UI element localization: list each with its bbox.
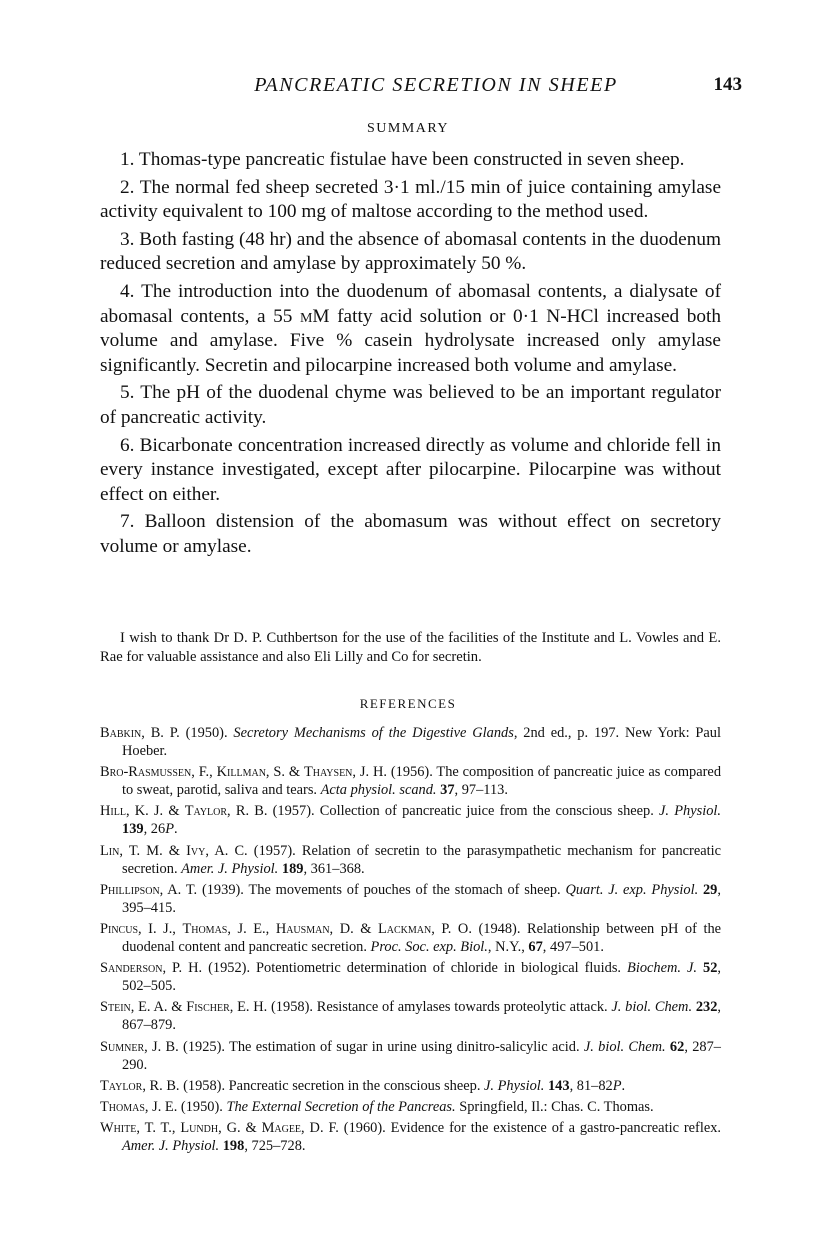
summary-list xyxy=(100,148,721,563)
text-run: , S. & xyxy=(265,764,304,781)
text-run: 4. The introduction into the duodenum of abomasal contents, a dialysate of abomasal contents, a 55 xyxy=(100,280,721,327)
volume-number: 67 xyxy=(528,938,543,955)
text-run: , P. H. (1952). Potentiometric determination of chloride in biological fluids. xyxy=(162,960,628,977)
page-number: 143 xyxy=(713,74,742,95)
text-run: , 97–113. xyxy=(454,782,508,799)
text-run: , J. B. (1925). The estimation of sugar in urine using dinitro-salicylic acid. xyxy=(144,1038,584,1055)
text-run: , J. E. (1950). xyxy=(144,1098,227,1115)
acknowledgment xyxy=(100,629,721,667)
italic-text: Secretory Mechanisms of the Digestive Glands xyxy=(233,725,514,741)
references-heading: REFERENCES xyxy=(359,696,457,711)
reference-entry xyxy=(100,724,721,760)
author-name: Babkin xyxy=(100,725,142,741)
reference-entry xyxy=(100,998,721,1034)
text-run: , R. B. (1958). Pancreatic secretion in the conscious sheep. xyxy=(142,1077,485,1094)
running-header xyxy=(100,74,742,102)
text-run: , 725–728. xyxy=(244,1138,306,1155)
text-run: , 867–879. xyxy=(122,999,722,1034)
text-run: , 361–368. xyxy=(303,860,365,877)
text-run: , R. B. (1957). Collection of pancreatic juice from the conscious sheep. xyxy=(227,803,660,820)
italic-text: Amer. J. Physiol. xyxy=(122,1138,220,1155)
summary-item xyxy=(100,381,721,430)
text-run: , K. J. & xyxy=(125,803,185,820)
author-name: Magee xyxy=(261,1120,302,1137)
reference-entry xyxy=(100,802,721,838)
reference-entry xyxy=(100,1038,721,1074)
text-run: , A. T. (1939). The movements of pouches of the stomach of sheep. xyxy=(159,881,566,898)
author-name: Lin xyxy=(100,842,120,859)
volume-number: 139 xyxy=(122,821,144,838)
author-name: Sumner xyxy=(100,1038,145,1055)
author-name: Hausman xyxy=(275,920,330,937)
text-run: , 395–415. xyxy=(122,881,721,916)
text-run: , J. H. (1956). The composition of pancreatic juice as compared to sweat, parotid, saliva and tears. xyxy=(122,764,722,799)
italic-text: J. biol. Chem. xyxy=(583,1038,666,1055)
italic-text: Amer. J. Physiol. xyxy=(181,860,279,877)
summary-item xyxy=(100,148,721,173)
volume-number: 189 xyxy=(281,860,304,877)
author-name: White xyxy=(100,1120,137,1137)
text-run: , 26 xyxy=(143,821,166,838)
text-run: . xyxy=(173,821,178,838)
italic-text: Biochem. J. xyxy=(627,960,697,977)
summary-item xyxy=(100,510,721,559)
text-run: , T. T., xyxy=(136,1120,181,1137)
text-run: , 2nd ed., p. 197. New York: Paul Hoeber. xyxy=(122,725,721,759)
text-run: , 497–501. xyxy=(542,938,604,955)
volume-number: 52 xyxy=(703,960,718,977)
text-run: 3. Both fasting (48 hr) and the absence of abomasal contents in the duodenum reduced secretion and amylase by approximately 50 %. xyxy=(100,228,721,275)
summary-heading: SUMMARY xyxy=(366,121,450,136)
text-run: -HCl increased both volume and amylase. Five % casein hydrolysate increased only amylase significantly. Secretin and pilocarpine increased both volume and amylase. xyxy=(100,305,721,376)
reference-entry xyxy=(100,842,721,878)
author-name: Sanderson xyxy=(100,960,163,977)
summary-item xyxy=(100,434,721,508)
volume-number: 29 xyxy=(702,881,718,898)
text-run: 7. Balloon distension of the abomasum was without effect on secretory volume or amylase. xyxy=(100,511,721,557)
text-run: , J. E., xyxy=(227,920,276,937)
text-run: 5. The pH of the duodenal chyme was believed to be an important regulator of pancreatic activity. xyxy=(100,382,721,428)
author-name: Taylor xyxy=(100,1077,143,1094)
text-run: 2. The normal fed sheep secreted 3·1 ml./15 min of juice containing amylase activity equivalent to 100 mg of maltose according to the method used. xyxy=(100,176,721,223)
reference-entry xyxy=(100,1077,721,1095)
text-run: , I. J., xyxy=(138,920,183,937)
volume-number: 143 xyxy=(547,1077,570,1094)
text-run: , E. H. (1958). Resistance of amylases towards proteolytic attack. xyxy=(229,999,612,1016)
text-run: 1. Thomas-type pancreatic fistulae have been constructed in seven sheep. xyxy=(120,149,685,170)
italic-text: J. Physiol. xyxy=(659,803,721,820)
author-name: Thomas xyxy=(100,1098,145,1115)
author-name: Taylor xyxy=(184,803,228,820)
reference-entry xyxy=(100,881,721,917)
acknowledgment-text: I wish to thank Dr D. P. Cuthbertson for the use of the facilities of the Institute and L. Vowles and E. Rae for valuable assistance and also Eli Lilly and Co for secretin. xyxy=(100,630,721,665)
author-name: Bro-Rasmussen xyxy=(100,764,192,781)
summary-item xyxy=(100,280,721,378)
italic-text: Quart. J. exp. Physiol. xyxy=(565,881,699,898)
author-name: Thaysen xyxy=(303,764,353,781)
volume-number: 62 xyxy=(669,1038,685,1055)
text-run: , D. & xyxy=(329,920,378,937)
author-name: Pincus xyxy=(100,920,139,937)
text-run: , E. A. & xyxy=(130,999,187,1016)
author-name: Thomas xyxy=(182,920,228,937)
references-list xyxy=(100,724,721,1158)
text-run: , P. O. (1948). Relationship between pH of the duodenal content and pancreatic secretion. xyxy=(122,920,722,955)
text-run: , 81–82 xyxy=(569,1077,613,1094)
author-name: mM xyxy=(299,305,330,327)
author-name: Hill xyxy=(100,803,126,820)
author-name: Fischer xyxy=(186,999,230,1016)
text-run: , F., xyxy=(191,764,217,781)
summary-item xyxy=(100,228,721,277)
text-run: 6. Bicarbonate concentration increased directly as volume and chloride fell in every instance investigated, except after pilocarpine. Pilocarpine was without effect on either. xyxy=(100,434,721,505)
text-run: , N.Y., xyxy=(487,938,529,955)
running-title: PANCREATIC SECRETION IN SHEEP xyxy=(254,74,618,96)
reference-entry xyxy=(100,959,721,995)
reference-entry xyxy=(100,920,721,956)
text-run: , D. F. (1960). Evidence for the existence of a gastro-pancreatic reflex. xyxy=(301,1120,722,1137)
reference-entry xyxy=(100,1098,721,1116)
author-name: Lundh xyxy=(180,1120,219,1137)
author-name: N xyxy=(546,305,561,327)
author-name: Lackman xyxy=(377,920,432,937)
text-run: , G. & xyxy=(218,1120,262,1137)
text-run: , A. C. (1957). Relation of secretin to the parasympathetic mechanism for pancreatic secretion. xyxy=(122,842,721,877)
text-run: fatty acid solution or 0·1 xyxy=(329,305,547,327)
text-run: , B. P. (1950). xyxy=(141,725,234,741)
reference-entry xyxy=(100,763,721,799)
author-name: Stein xyxy=(100,999,131,1016)
text-run: . xyxy=(621,1077,626,1094)
italic-text: P xyxy=(165,821,174,838)
text-run: , 287–290. xyxy=(122,1038,721,1073)
volume-number: 37 xyxy=(440,782,455,799)
text-run: , 502–505. xyxy=(122,960,721,995)
text-run: Springfield, Il.: Chas. C. Thomas. xyxy=(455,1098,654,1115)
summary-item xyxy=(100,176,721,225)
volume-number: 232 xyxy=(695,999,718,1016)
author-name: Ivy xyxy=(186,842,206,859)
text-run: , T. M. & xyxy=(119,842,187,859)
volume-number: 198 xyxy=(222,1138,245,1155)
italic-text: Proc. Soc. exp. Biol. xyxy=(370,938,488,955)
reference-entry xyxy=(100,1119,721,1155)
italic-text: P xyxy=(612,1077,622,1094)
italic-text: J. biol. Chem. xyxy=(611,999,693,1016)
author-name: Phillipson xyxy=(100,881,160,898)
italic-text: Acta physiol. scand. xyxy=(320,782,437,799)
author-name: Killman xyxy=(216,764,266,781)
italic-text: J. Physiol. xyxy=(484,1077,545,1094)
italic-text: The External Secretion of the Pancreas. xyxy=(226,1098,456,1115)
